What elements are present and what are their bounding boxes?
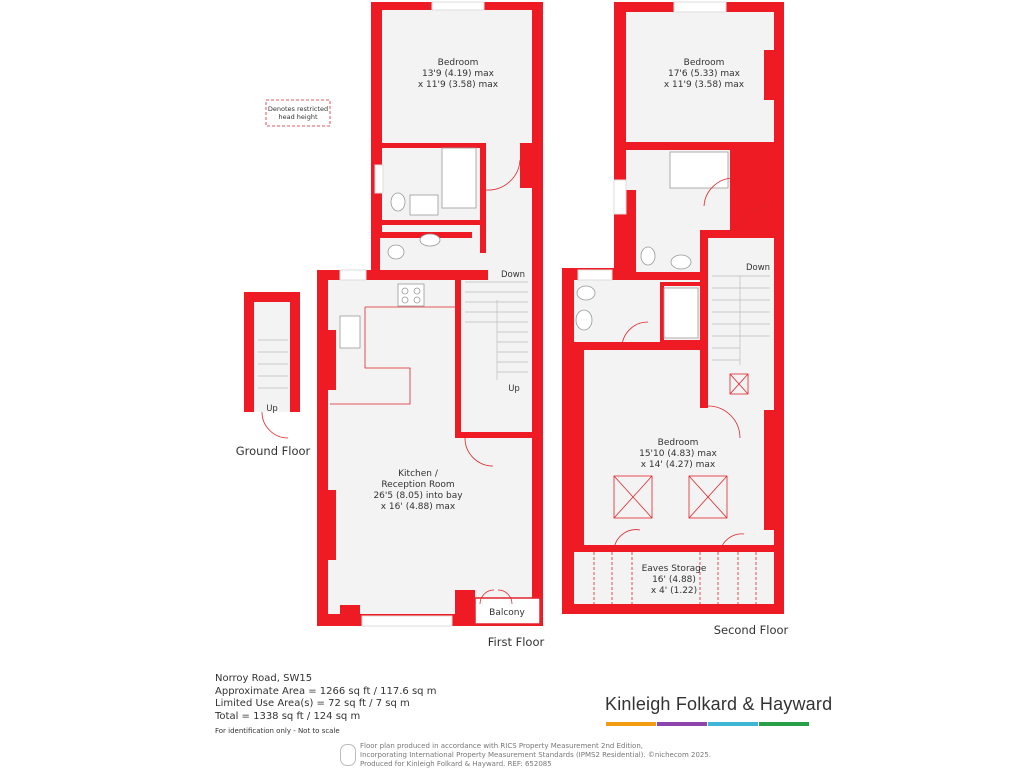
room-dimension: x 11'9 (3.58) max	[417, 80, 499, 90]
room-dimension: x 14' (4.27) max	[640, 460, 716, 470]
second-floor-plan	[562, 2, 784, 614]
room-name: Bedroom	[683, 58, 725, 68]
footer-line: Incorporating International Property Measurement Standards (IPMS2 Residential). ©nichecom 2025.	[360, 751, 712, 759]
legend-line2: head height	[278, 113, 318, 121]
nichecom-logo-icon	[340, 744, 356, 766]
ground-floor-plan	[244, 292, 300, 438]
stairs-down-label: Down	[500, 270, 526, 280]
room-dimension: x 4' (1.22)	[650, 586, 698, 596]
room-name: Bedroom	[657, 438, 699, 448]
footer-line: Floor plan produced in accordance with RICS Property Measurement 2nd Edition,	[360, 742, 644, 750]
footer-line: Produced for Kinleigh Folkard & Hayward. REF: 652085	[360, 760, 552, 768]
second-floor-title: Second Floor	[713, 623, 789, 637]
room-name: Eaves Storage	[641, 564, 707, 574]
room-dimension: x 11'9 (3.58) max	[663, 80, 745, 90]
room-dimension: 26'5 (8.05) into bay	[373, 491, 463, 501]
brand-bar-blue	[708, 722, 758, 726]
limited-use-area: Limited Use Area(s) = 72 sq ft / 7 sq m	[215, 698, 410, 709]
second-stairs-down-label: Down	[745, 263, 771, 273]
legend-text	[268, 105, 328, 121]
scale-note: For identification only - Not to scale	[215, 727, 340, 735]
room-name: Bedroom	[437, 58, 479, 68]
area-info	[215, 673, 436, 738]
first-floor-plan	[317, 2, 543, 626]
room-name: Kitchen /	[398, 469, 438, 479]
brand-bar-orange	[606, 722, 656, 726]
footer-credits	[360, 742, 711, 769]
approximate-area: Approximate Area = 1266 sq ft / 117.6 sq m	[215, 685, 437, 697]
room-dimension: 16' (4.88)	[652, 575, 696, 585]
room-dimension: 13'9 (4.19) max	[421, 69, 495, 79]
address: Norroy Road, SW15	[215, 673, 313, 684]
legend-line1: Denotes restricted	[267, 105, 329, 113]
brand-bar-green	[759, 722, 809, 726]
first-floor-title: First Floor	[487, 635, 545, 649]
room-dimension: x 16' (4.88) max	[380, 502, 456, 512]
room-dimension: 17'6 (5.33) max	[667, 69, 741, 79]
total-area: Total = 1338 sq ft / 124 sq m	[215, 710, 361, 722]
stairs-up-label: Up	[508, 384, 520, 394]
brand-bar-purple	[657, 722, 707, 726]
balcony-label: Balcony	[489, 608, 525, 618]
brand-name: Kinleigh Folkard & Hayward	[605, 694, 833, 714]
ground-floor-title: Ground Floor	[235, 444, 311, 458]
room-name: Reception Room	[381, 480, 455, 490]
room-dimension: 15'10 (4.83) max	[639, 449, 717, 459]
ground-stairs-up-label: Up	[266, 404, 278, 414]
